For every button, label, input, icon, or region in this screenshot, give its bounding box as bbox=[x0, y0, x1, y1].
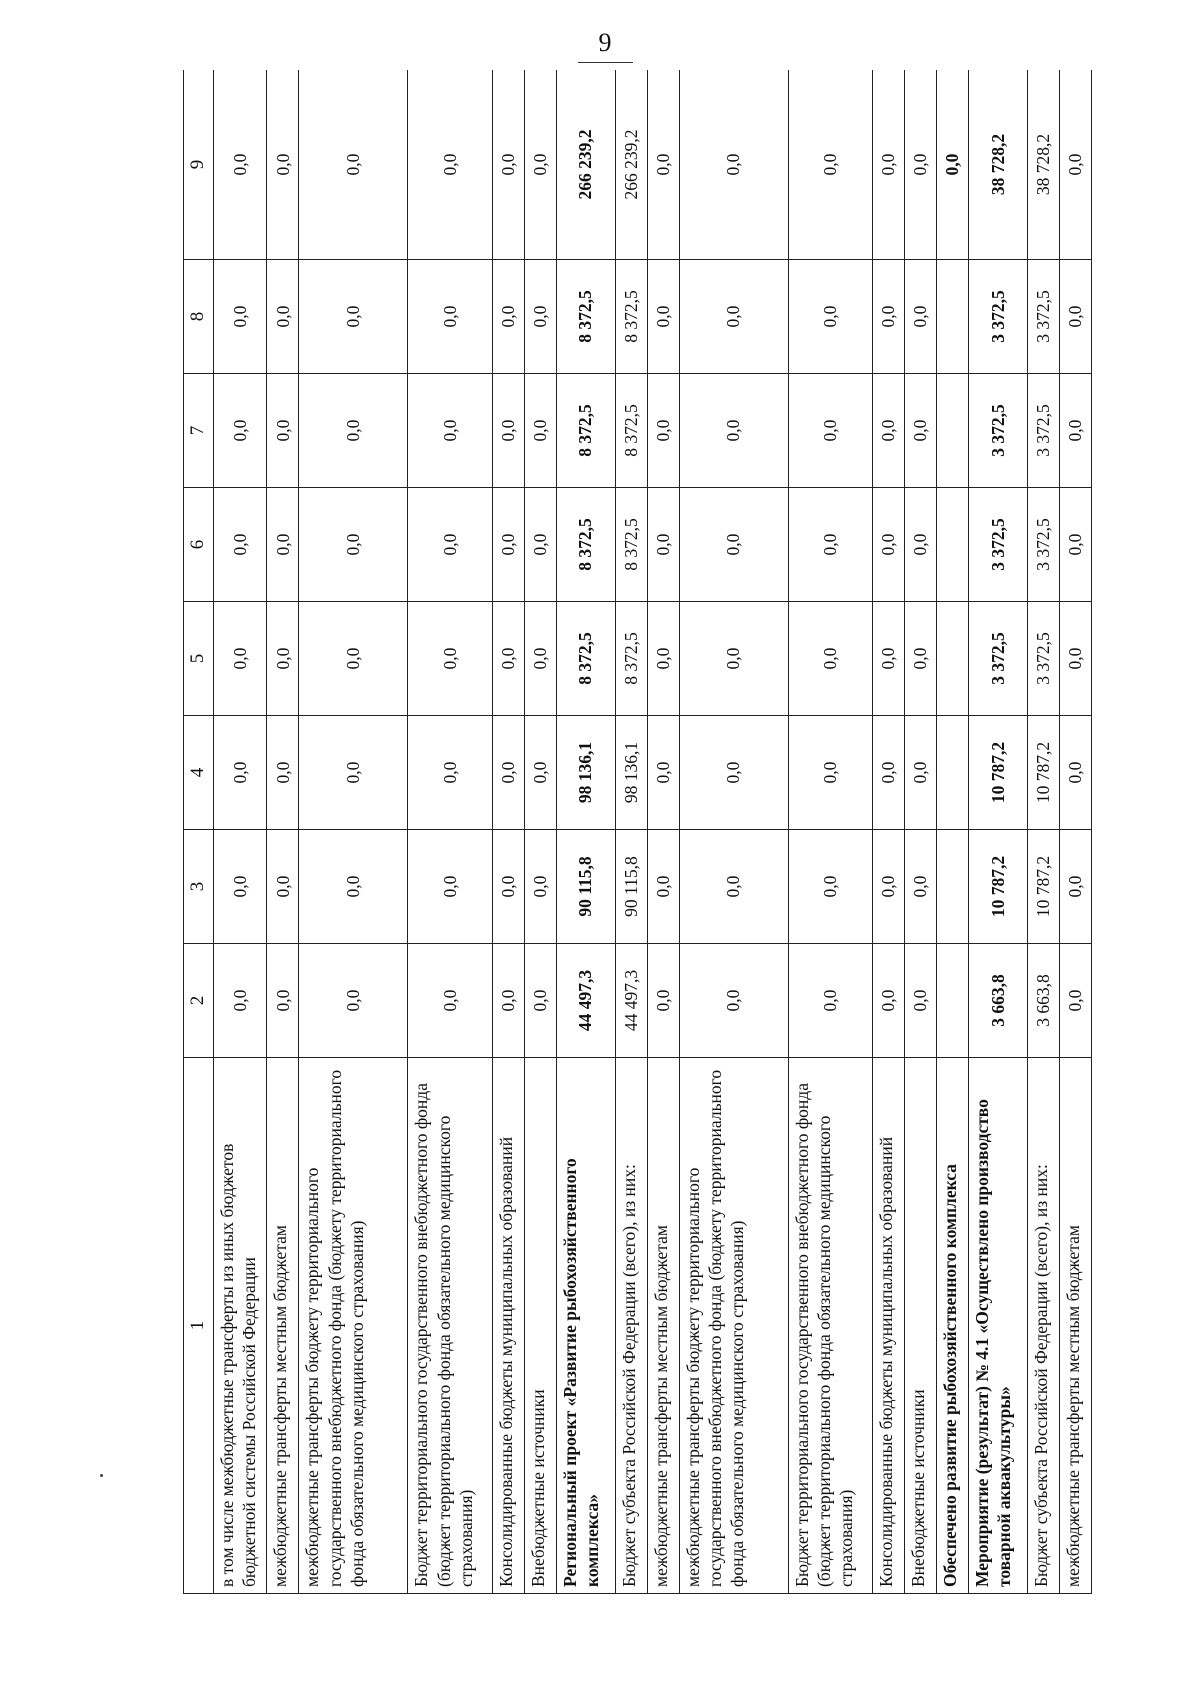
row-value: 0,0 bbox=[679, 70, 788, 260]
table-row bbox=[647, 70, 679, 1594]
row-value: 0,0 bbox=[299, 830, 408, 944]
row-value bbox=[936, 488, 968, 602]
row-value: 0,0 bbox=[788, 374, 872, 488]
header-row bbox=[184, 70, 214, 1594]
row-value: 0,0 bbox=[524, 70, 556, 260]
row-label: межбюджетные трансферты местным бюджетам bbox=[267, 1058, 299, 1594]
table-row bbox=[1027, 70, 1059, 1594]
row-value: 0,0 bbox=[872, 716, 904, 830]
row-value: 0,0 bbox=[524, 374, 556, 488]
row-value: 10 787,2 bbox=[1027, 716, 1059, 830]
row-value: 0,0 bbox=[299, 944, 408, 1058]
row-value: 8 372,5 bbox=[615, 374, 647, 488]
table-row bbox=[492, 70, 524, 1594]
row-value: 0,0 bbox=[679, 374, 788, 488]
row-value: 0,0 bbox=[492, 602, 524, 716]
row-value: 0,0 bbox=[679, 488, 788, 602]
table-body bbox=[214, 70, 1092, 1594]
table-row bbox=[299, 70, 408, 1594]
row-value: 0,0 bbox=[1059, 488, 1091, 602]
row-value: 0,0 bbox=[872, 488, 904, 602]
row-value: 0,0 bbox=[904, 944, 936, 1058]
row-value: 0,0 bbox=[647, 716, 679, 830]
row-value: 38 728,2 bbox=[969, 70, 1028, 260]
row-value: 44 497,3 bbox=[615, 944, 647, 1058]
row-value: 0,0 bbox=[904, 374, 936, 488]
row-value: 0,0 bbox=[267, 374, 299, 488]
row-label: в том числе межбюджетные трансферты из иных бюджетов бюджетной системы Российской Федерации bbox=[214, 1058, 267, 1594]
row-value: 0,0 bbox=[788, 716, 872, 830]
row-value: 0,0 bbox=[647, 260, 679, 374]
row-value: 0,0 bbox=[214, 374, 267, 488]
column-header: 5 bbox=[184, 602, 214, 716]
row-value: 0,0 bbox=[872, 830, 904, 944]
row-value: 0,0 bbox=[679, 830, 788, 944]
table-row bbox=[904, 70, 936, 1594]
row-value: 0,0 bbox=[647, 602, 679, 716]
column-header: 3 bbox=[184, 830, 214, 944]
row-value: 3 372,5 bbox=[969, 602, 1028, 716]
column-header: 2 bbox=[184, 944, 214, 1058]
row-value: 0,0 bbox=[936, 70, 968, 260]
row-value: 3 372,5 bbox=[1027, 260, 1059, 374]
column-header: 8 bbox=[184, 260, 214, 374]
row-value: 0,0 bbox=[267, 488, 299, 602]
row-label: Внебюджетные источники bbox=[524, 1058, 556, 1594]
row-value: 0,0 bbox=[647, 70, 679, 260]
row-value: 0,0 bbox=[679, 944, 788, 1058]
row-value: 8 372,5 bbox=[556, 488, 615, 602]
table-row bbox=[936, 70, 968, 1594]
row-value: 8 372,5 bbox=[556, 602, 615, 716]
row-value: 0,0 bbox=[492, 70, 524, 260]
row-value: 0,0 bbox=[1059, 374, 1091, 488]
row-value: 0,0 bbox=[267, 70, 299, 260]
row-value: 0,0 bbox=[647, 830, 679, 944]
row-value: 0,0 bbox=[1059, 716, 1091, 830]
column-header: 1 bbox=[184, 1058, 214, 1594]
table-row bbox=[267, 70, 299, 1594]
row-value: 3 372,5 bbox=[969, 260, 1028, 374]
column-header: 4 bbox=[184, 716, 214, 830]
row-value: 10 787,2 bbox=[969, 716, 1028, 830]
row-value: 0,0 bbox=[679, 260, 788, 374]
row-value: 0,0 bbox=[492, 830, 524, 944]
row-value: 0,0 bbox=[788, 830, 872, 944]
row-value: 0,0 bbox=[492, 944, 524, 1058]
row-label: межбюджетные трансферты местным бюджетам bbox=[647, 1058, 679, 1594]
row-value: 0,0 bbox=[408, 70, 492, 260]
row-value: 0,0 bbox=[788, 488, 872, 602]
row-value: 0,0 bbox=[1059, 602, 1091, 716]
row-value: 0,0 bbox=[679, 716, 788, 830]
row-value: 3 372,5 bbox=[1027, 374, 1059, 488]
row-value bbox=[936, 944, 968, 1058]
row-value: 8 372,5 bbox=[615, 488, 647, 602]
row-value: 0,0 bbox=[788, 70, 872, 260]
row-label: Обеспечено развитие рыбохозяйственного комплекса bbox=[936, 1058, 968, 1594]
row-value: 3 372,5 bbox=[969, 374, 1028, 488]
row-value: 0,0 bbox=[904, 488, 936, 602]
row-value bbox=[936, 830, 968, 944]
row-value: 0,0 bbox=[267, 716, 299, 830]
row-value: 0,0 bbox=[214, 260, 267, 374]
row-value: 0,0 bbox=[904, 716, 936, 830]
row-value: 3 372,5 bbox=[1027, 488, 1059, 602]
row-value: 0,0 bbox=[872, 944, 904, 1058]
row-value: 0,0 bbox=[214, 944, 267, 1058]
row-value: 0,0 bbox=[524, 488, 556, 602]
row-value bbox=[936, 260, 968, 374]
row-label: межбюджетные трансферты бюджету территориального государственного внебюджетного фонда (бюджету территориального фонда обязательного медицинского страхования) bbox=[679, 1058, 788, 1594]
row-value: 0,0 bbox=[872, 602, 904, 716]
row-value: 0,0 bbox=[267, 602, 299, 716]
row-value: 0,0 bbox=[524, 944, 556, 1058]
row-value: 44 497,3 bbox=[556, 944, 615, 1058]
row-label: Консолидированные бюджеты муниципальных образований bbox=[872, 1058, 904, 1594]
row-label: Бюджет субъекта Российской Федерации (всего), из них: bbox=[1027, 1058, 1059, 1594]
row-value: 0,0 bbox=[492, 488, 524, 602]
row-value: 0,0 bbox=[872, 260, 904, 374]
row-value: 266 239,2 bbox=[556, 70, 615, 260]
row-value: 0,0 bbox=[299, 260, 408, 374]
table-row bbox=[214, 70, 267, 1594]
row-value: 0,0 bbox=[408, 488, 492, 602]
row-value: 266 239,2 bbox=[615, 70, 647, 260]
scan-dot bbox=[100, 1474, 103, 1477]
row-value: 0,0 bbox=[492, 374, 524, 488]
row-value: 0,0 bbox=[299, 374, 408, 488]
row-value: 0,0 bbox=[647, 374, 679, 488]
table-row bbox=[615, 70, 647, 1594]
row-value: 0,0 bbox=[214, 70, 267, 260]
table-row bbox=[408, 70, 492, 1594]
row-value: 0,0 bbox=[299, 488, 408, 602]
row-value: 90 115,8 bbox=[615, 830, 647, 944]
table-row bbox=[969, 70, 1028, 1594]
row-value: 8 372,5 bbox=[615, 260, 647, 374]
row-value: 0,0 bbox=[788, 602, 872, 716]
row-value: 0,0 bbox=[408, 716, 492, 830]
row-value: 8 372,5 bbox=[615, 602, 647, 716]
row-value: 0,0 bbox=[267, 944, 299, 1058]
row-value: 38 728,2 bbox=[1027, 70, 1059, 260]
row-value bbox=[936, 716, 968, 830]
row-value: 0,0 bbox=[679, 602, 788, 716]
table-row bbox=[788, 70, 872, 1594]
table-row bbox=[556, 70, 615, 1594]
row-value: 0,0 bbox=[214, 716, 267, 830]
row-label: Региональный проект «Развитие рыбохозяйственного комплекса» bbox=[556, 1058, 615, 1594]
row-value: 0,0 bbox=[214, 488, 267, 602]
row-value: 0,0 bbox=[299, 602, 408, 716]
row-value bbox=[936, 602, 968, 716]
rotated-table-frame bbox=[183, 70, 1092, 1594]
row-value: 98 136,1 bbox=[556, 716, 615, 830]
table-row bbox=[872, 70, 904, 1594]
row-value: 0,0 bbox=[647, 488, 679, 602]
row-label: Мероприятие (результат) № 4.1 «Осуществлено производство товарной аквакультуры» bbox=[969, 1058, 1028, 1594]
row-label: межбюджетные трансферты бюджету территориального государственного внебюджетного фонда (бюджету территориального фонда обязательного медицинского страхования) bbox=[299, 1058, 408, 1594]
row-value: 0,0 bbox=[1059, 70, 1091, 260]
row-value: 0,0 bbox=[872, 374, 904, 488]
row-value: 0,0 bbox=[788, 944, 872, 1058]
row-value: 0,0 bbox=[904, 260, 936, 374]
budget-table bbox=[183, 70, 1092, 1594]
row-value: 3 372,5 bbox=[1027, 602, 1059, 716]
row-value: 10 787,2 bbox=[1027, 830, 1059, 944]
row-value: 3 663,8 bbox=[1027, 944, 1059, 1058]
row-value: 0,0 bbox=[647, 944, 679, 1058]
row-label: Бюджет субъекта Российской Федерации (всего), из них: bbox=[615, 1058, 647, 1594]
row-label: межбюджетные трансферты местным бюджетам bbox=[1059, 1058, 1091, 1594]
row-value: 0,0 bbox=[788, 260, 872, 374]
row-value: 3 663,8 bbox=[969, 944, 1028, 1058]
table-row bbox=[524, 70, 556, 1594]
row-value: 0,0 bbox=[904, 70, 936, 260]
row-value: 0,0 bbox=[214, 830, 267, 944]
row-value: 3 372,5 bbox=[969, 488, 1028, 602]
row-label: Консолидированные бюджеты муниципальных образований bbox=[492, 1058, 524, 1594]
row-value: 0,0 bbox=[408, 944, 492, 1058]
row-value: 90 115,8 bbox=[556, 830, 615, 944]
row-value: 0,0 bbox=[299, 70, 408, 260]
page-number: 9 bbox=[598, 28, 612, 57]
row-value: 0,0 bbox=[408, 602, 492, 716]
row-label: Внебюджетные источники bbox=[904, 1058, 936, 1594]
row-value: 0,0 bbox=[267, 260, 299, 374]
row-value: 0,0 bbox=[214, 602, 267, 716]
row-value: 0,0 bbox=[267, 830, 299, 944]
row-label: Бюджет территориального государственного внебюджетного фонда (бюджет территориального фонда обязательного медицинского страхования) bbox=[788, 1058, 872, 1594]
row-value: 0,0 bbox=[1059, 260, 1091, 374]
row-value: 0,0 bbox=[904, 602, 936, 716]
row-value: 0,0 bbox=[524, 830, 556, 944]
row-value: 0,0 bbox=[524, 716, 556, 830]
column-header: 7 bbox=[184, 374, 214, 488]
row-value: 0,0 bbox=[904, 830, 936, 944]
row-value: 8 372,5 bbox=[556, 260, 615, 374]
row-value: 0,0 bbox=[1059, 830, 1091, 944]
row-value: 8 372,5 bbox=[556, 374, 615, 488]
row-value: 0,0 bbox=[524, 602, 556, 716]
row-value: 0,0 bbox=[492, 716, 524, 830]
table-row bbox=[1059, 70, 1091, 1594]
row-label: Бюджет территориального государственного внебюджетного фонда (бюджет территориального фонда обязательного медицинского страхования) bbox=[408, 1058, 492, 1594]
row-value: 10 787,2 bbox=[969, 830, 1028, 944]
column-header: 6 bbox=[184, 488, 214, 602]
row-value: 0,0 bbox=[408, 830, 492, 944]
row-value: 0,0 bbox=[299, 716, 408, 830]
row-value: 0,0 bbox=[872, 70, 904, 260]
table-row bbox=[679, 70, 788, 1594]
row-value: 0,0 bbox=[408, 374, 492, 488]
row-value: 98 136,1 bbox=[615, 716, 647, 830]
row-value: 0,0 bbox=[408, 260, 492, 374]
row-value: 0,0 bbox=[1059, 944, 1091, 1058]
row-value bbox=[936, 374, 968, 488]
page-number-underline bbox=[578, 62, 633, 63]
row-value: 0,0 bbox=[524, 260, 556, 374]
row-value: 0,0 bbox=[492, 260, 524, 374]
column-header: 9 bbox=[184, 70, 214, 260]
rotated-table-container bbox=[183, 70, 1092, 1594]
